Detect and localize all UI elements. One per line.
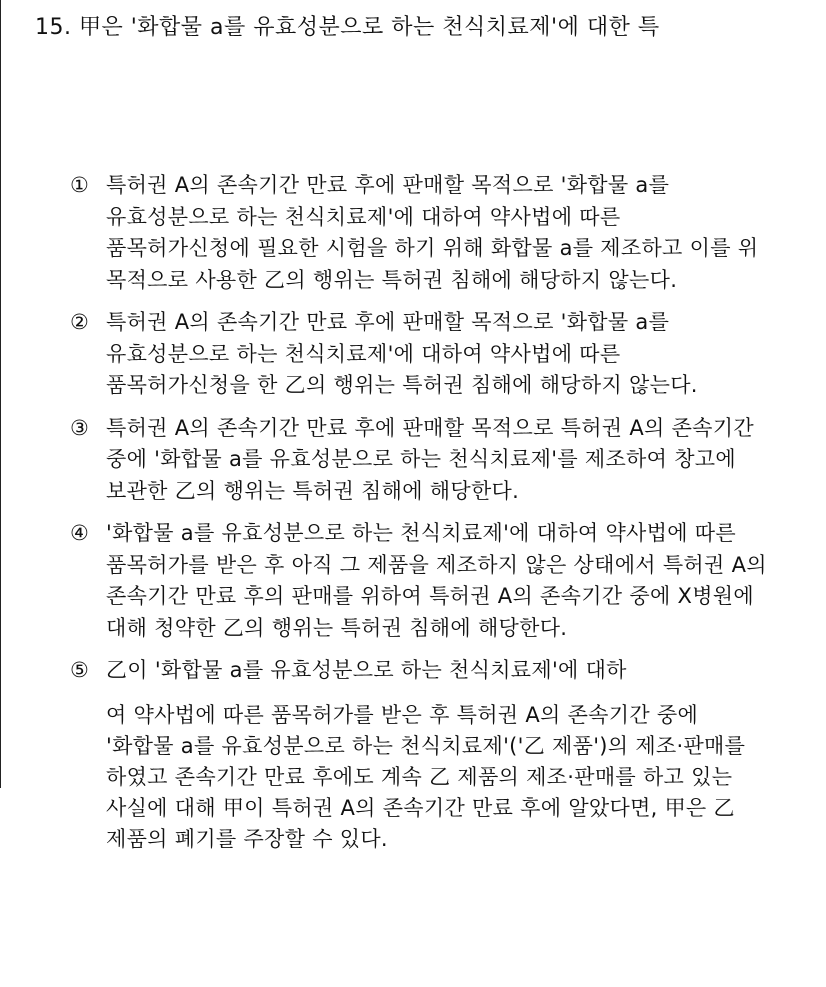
- choice-marker: ③: [70, 415, 90, 440]
- choice-3[interactable]: [70, 413, 770, 508]
- choice-text: 특허권 A의 존속기간 만료 후에 판매할 목적으로 '화합물 a를 유효성분으로 하는 천식치료제'에 대하여 약사법에 따른 품목허가신청에 필요한 시험을 하기 위해 화합물 a를 제조하고 이를 위 목적으로 사용한 乙의 행위는 특허권 침해에 해당하지 않는다.: [106, 173, 759, 292]
- choice-1[interactable]: [70, 170, 770, 296]
- choice-marker: ④: [70, 521, 90, 545]
- choice-marker: ①: [70, 173, 90, 197]
- choice-marker: ⑤: [70, 658, 90, 682]
- question-number: 15.: [35, 15, 72, 40]
- choice-marker: ②: [70, 310, 90, 334]
- choice-text-rest: 여 약사법에 따른 품목허가를 받은 후 특허권 A의 존속기간 중에 '화합물 a를 유효성분으로 하는 천식치료제'('乙 제품')의 제조·판매를 하였고 존속기간 만료 후에도 계속 乙 제품의 제조·판매를 하고 있는 사실에 대해 甲이 특허권 A의 존속기간 만료 후에 알았다면, 甲은 乙 제품의 폐기를 주장할 수 있다.: [106, 703, 746, 851]
- choice-text: 특허권 A의 존속기간 만료 후에 판매할 목적으로 특허권 A의 존속기간 중에 '화합물 a를 유효성분으로 하는 천식치료제'를 제조하여 창고에 보관한 乙의 행위는 특허권 침해에 해당한다.: [106, 415, 754, 503]
- choice-text: '화합물 a를 유효성분으로 하는 천식치료제'에 대하여 약사법에 따른 품목허가를 받은 후 아직 그 제품을 제조하지 않은 상태에서 특허권 A의 존속기간 만료 후의 판매를 위하여 특허권 A의 존속기간 중에 X병원에 대해 청약한 乙의 행위는 특허권 침해에 해당한다.: [106, 521, 767, 640]
- choice-text-first-line: 乙이 '화합물 a를 유효성분으로 하는 천식치료제'에 대하: [106, 658, 627, 682]
- choice-text: 특허권 A의 존속기간 만료 후에 판매할 목적으로 '화합물 a를 유효성분으로 하는 천식치료제'에 대하여 약사법에 따른 품목허가신청을 한 乙의 행위는 특허권 침해에 해당하지 않는다.: [106, 310, 698, 397]
- choice-2[interactable]: [70, 307, 770, 402]
- choice-4[interactable]: [70, 518, 770, 644]
- answer-choices: [70, 170, 770, 855]
- left-margin-rule: [0, 0, 1, 788]
- question-stem: [35, 10, 815, 46]
- question-text: 甲은 '화합물 a를 유효성분으로 하는 천식치료제'에 대한 특: [79, 15, 660, 40]
- choice-text: [106, 655, 770, 855]
- choice-5[interactable]: [70, 655, 770, 855]
